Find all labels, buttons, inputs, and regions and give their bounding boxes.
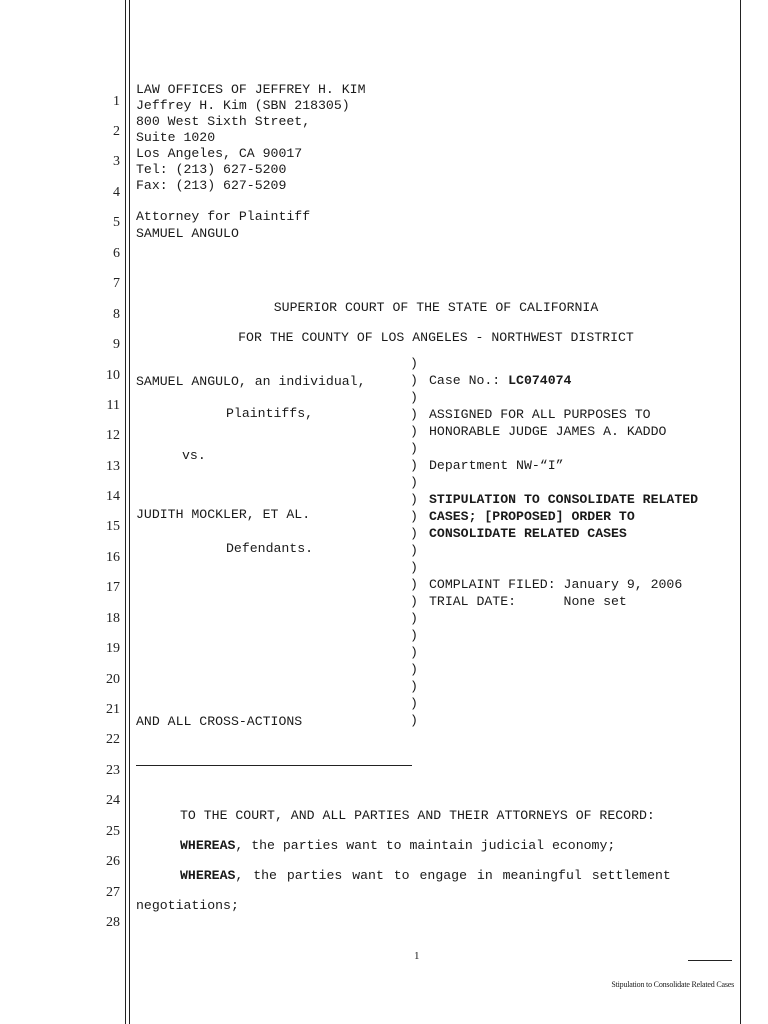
line-number: 11 xyxy=(106,398,120,413)
paren: ) xyxy=(410,458,418,473)
paren: ) xyxy=(410,356,418,371)
whereas-keyword: WHEREAS xyxy=(180,868,236,883)
address-street: 800 West Sixth Street, xyxy=(136,114,311,129)
cross-actions: AND ALL CROSS-ACTIONS xyxy=(136,714,303,729)
paren: ) xyxy=(410,492,418,507)
defendant-name: JUDITH MOCKLER, ET AL. xyxy=(136,507,311,522)
page-number: 1 xyxy=(414,950,420,962)
paren: ) xyxy=(410,696,418,711)
paren: ) xyxy=(410,390,418,405)
line-number: 5 xyxy=(113,215,120,230)
salutation: TO THE COURT, AND ALL PARTIES AND THEIR ATTORNEYS OF RECORD: xyxy=(180,808,655,823)
assignment-line-2: HONORABLE JUDGE JAMES A. KADDO xyxy=(429,424,667,439)
paren: ) xyxy=(410,662,418,677)
line-number: 21 xyxy=(106,702,120,717)
line-number: 26 xyxy=(106,854,120,869)
line-number: 14 xyxy=(106,489,120,504)
law-office-name: LAW OFFICES OF JEFFREY H. KIM xyxy=(136,82,366,97)
paren: ) xyxy=(410,526,418,541)
attorney-for: Attorney for Plaintiff xyxy=(136,209,311,224)
line-number: 25 xyxy=(106,824,120,839)
paren: ) xyxy=(410,594,418,609)
attorney-name: Jeffrey H. Kim (SBN 218305) xyxy=(136,98,350,113)
line-number: 28 xyxy=(106,915,120,930)
phone: Tel: (213) 627-5200 xyxy=(136,162,287,177)
left-margin-rule-inner xyxy=(129,0,130,1024)
trial-date: TRIAL DATE: None set xyxy=(429,594,627,609)
line-number: 10 xyxy=(106,368,120,383)
case-number-label: Case No.: xyxy=(429,373,509,388)
line-number: 3 xyxy=(113,154,120,169)
line-number: 19 xyxy=(106,641,120,656)
left-margin-rule-outer xyxy=(125,0,126,1024)
line-number: 23 xyxy=(106,763,120,778)
line-number: 22 xyxy=(106,732,120,747)
line-number: 7 xyxy=(113,276,120,291)
caption-underline xyxy=(136,765,412,766)
line-number: 8 xyxy=(113,307,120,322)
line-number: 16 xyxy=(106,550,120,565)
line-number: 6 xyxy=(113,246,120,261)
whereas-text: , the parties want to maintain judicial economy; xyxy=(235,838,616,853)
plaintiff-name: SAMUEL ANGULO, an individual, xyxy=(136,374,366,389)
address-city: Los Angeles, CA 90017 xyxy=(136,146,303,161)
case-number-line xyxy=(429,373,571,389)
whereas-paragraph-2 xyxy=(180,868,742,884)
paren: ) xyxy=(410,424,418,439)
plaintiffs-label: Plaintiffs, xyxy=(226,406,314,421)
paren: ) xyxy=(410,509,418,524)
defendants-label: Defendants. xyxy=(226,541,314,556)
paren: ) xyxy=(410,577,418,592)
line-number: 27 xyxy=(106,885,120,900)
whereas-paragraph-1 xyxy=(180,838,615,854)
line-number: 24 xyxy=(106,793,120,808)
footer-rule xyxy=(688,960,732,961)
line-number: 18 xyxy=(106,611,120,626)
paren: ) xyxy=(410,373,418,388)
line-number: 1 xyxy=(113,94,120,109)
whereas-continuation: negotiations; xyxy=(136,898,239,913)
line-number: 9 xyxy=(113,337,120,352)
line-number: 2 xyxy=(113,124,120,139)
line-number: 12 xyxy=(106,428,120,443)
fax: Fax: (213) 627-5209 xyxy=(136,178,287,193)
line-number: 13 xyxy=(106,459,120,474)
court-name: SUPERIOR COURT OF THE STATE OF CALIFORNIA xyxy=(273,300,599,315)
line-number: 20 xyxy=(106,672,120,687)
assignment-line-1: ASSIGNED FOR ALL PURPOSES TO xyxy=(429,407,651,422)
client-name: SAMUEL ANGULO xyxy=(136,226,239,241)
document-title-3: CONSOLIDATE RELATED CASES xyxy=(429,526,627,541)
paren: ) xyxy=(410,679,418,694)
paren: ) xyxy=(410,560,418,575)
paren: ) xyxy=(410,441,418,456)
address-suite: Suite 1020 xyxy=(136,130,216,145)
paren: ) xyxy=(410,628,418,643)
complaint-filed: COMPLAINT FILED: January 9, 2006 xyxy=(429,577,683,592)
line-number: 17 xyxy=(106,580,120,595)
whereas-text: , the parties want to engage in meaningful settlement xyxy=(235,868,671,883)
paren: ) xyxy=(410,713,418,728)
line-number: 4 xyxy=(113,185,120,200)
paren: ) xyxy=(410,475,418,490)
department: Department NW-“I” xyxy=(429,458,564,473)
document-title-1: STIPULATION TO CONSOLIDATE RELATED xyxy=(429,492,699,507)
paren: ) xyxy=(410,645,418,660)
paren: ) xyxy=(410,611,418,626)
case-number: LC074074 xyxy=(508,373,572,388)
document-title-2: CASES; [PROPOSED] ORDER TO xyxy=(429,509,635,524)
line-number: 15 xyxy=(106,519,120,534)
whereas-keyword: WHEREAS xyxy=(180,838,236,853)
paren: ) xyxy=(410,543,418,558)
versus: vs. xyxy=(182,448,206,463)
court-county: FOR THE COUNTY OF LOS ANGELES - NORTHWEST DISTRICT xyxy=(238,330,634,345)
footer-document-title: Stipulation to Consolidate Related Cases xyxy=(611,980,734,989)
paren: ) xyxy=(410,407,418,422)
